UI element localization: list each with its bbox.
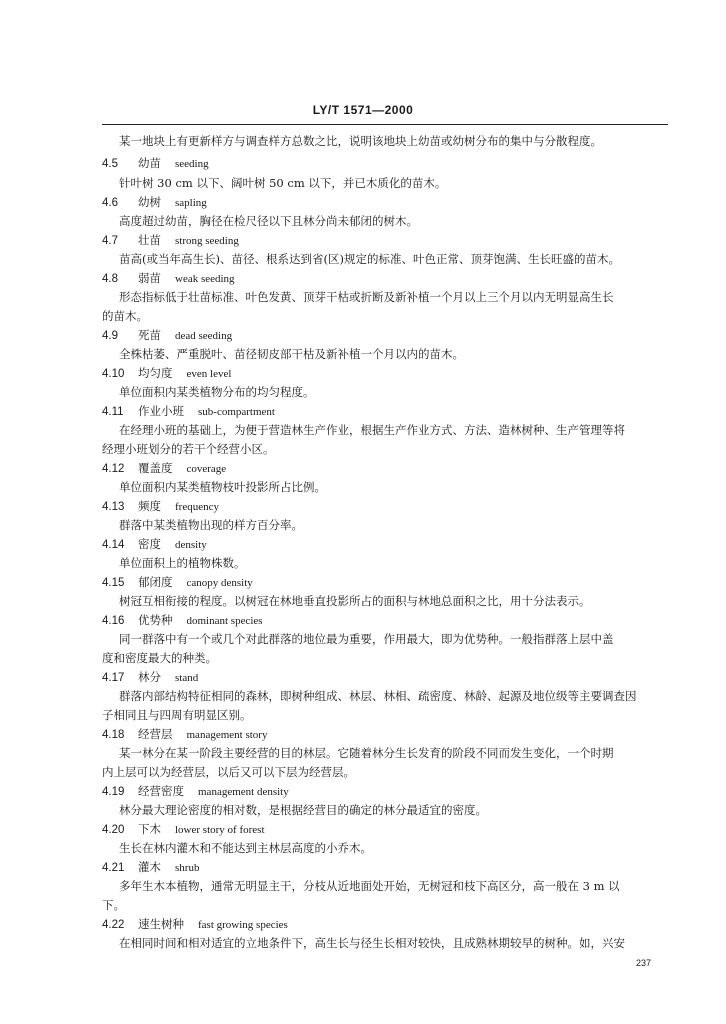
term-number: 4.11	[102, 406, 124, 418]
term-definition-cont: 子相同且与四周有明显区别。	[102, 708, 252, 722]
term-zh: 优势种	[138, 613, 173, 627]
term-number: 4.10	[102, 368, 125, 380]
term-definition: 单位面积内某类植物分布的均匀程度。	[119, 385, 315, 399]
term-en: management story	[186, 729, 268, 741]
term-heading	[102, 727, 267, 742]
term-zh: 弱苗	[138, 271, 161, 285]
term-definition-cont: 经理小班划分的若干个经营小区。	[102, 442, 275, 456]
term-heading	[102, 404, 275, 419]
term-en: sapling	[175, 197, 207, 209]
term-number: 4.18	[102, 729, 125, 741]
term-definition: 生长在林内灌木和不能达到主林层高度的小乔木。	[119, 841, 372, 855]
term-en: canopy density	[186, 577, 253, 589]
term-number: 4.6	[102, 197, 118, 209]
term-definition: 在经理小班的基础上，为便于营造林生产作业，根据生产作业方式、方法、造林树种、生产管理等将	[119, 423, 625, 437]
term-zh: 均匀度	[138, 366, 173, 380]
term-definition-cont: 内上层可以为经营层，以后又可以下层为经营层。	[102, 765, 355, 779]
term-zh: 幼树	[138, 195, 161, 209]
term-heading	[102, 328, 232, 343]
term-heading	[102, 784, 289, 799]
page-number: 237	[636, 958, 652, 968]
term-number: 4.16	[102, 615, 125, 627]
term-zh: 经营密度	[138, 784, 184, 798]
term-en: fast growing species	[198, 919, 288, 931]
term-zh: 灌木	[138, 860, 161, 874]
term-heading	[102, 499, 219, 514]
term-number: 4.5	[102, 158, 118, 170]
term-zh: 作业小班	[138, 404, 184, 418]
term-definition: 高度超过幼苗，胸径在检尺径以下且林分尚未郁闭的树木。	[119, 214, 418, 228]
term-number: 4.12	[102, 463, 125, 475]
intro-paragraph: 某一地块上有更新样方与调查样方总数之比，说明该地块上幼苗或幼树分布的集中与分散程度。	[119, 134, 602, 148]
term-definition: 苗高(或当年高生长)、苗径、根系达到省(区)规定的标准、叶色正常、顶芽饱满、生长旺盛的苗木。	[119, 252, 620, 266]
term-en: sub-compartment	[198, 406, 275, 418]
term-definition: 多年生木本植物，通常无明显主干，分枝从近地面处开始，无树冠和枝下高区分，高一般在 3 m 以	[119, 879, 620, 893]
term-zh: 郁闭度	[138, 575, 173, 589]
term-en: stand	[175, 672, 199, 684]
header-rule	[102, 124, 668, 125]
term-zh: 速生树种	[138, 917, 184, 931]
term-definition: 针叶树 30 cm 以下、阔叶树 50 cm 以下，并已木质化的苗木。	[119, 176, 447, 190]
term-zh: 覆盖度	[138, 461, 173, 475]
term-en: density	[175, 539, 207, 551]
term-en: even level	[186, 368, 232, 380]
term-definition: 全株枯萎、严重脱叶、苗径韧皮部干枯及新补植一个月以内的苗木。	[119, 347, 464, 361]
term-heading	[102, 670, 198, 685]
term-en: management density	[198, 786, 289, 798]
term-heading	[102, 613, 263, 628]
term-en: dead seeding	[175, 330, 233, 342]
term-zh: 壮苗	[138, 233, 161, 247]
term-definition: 同一群落中有一个或几个对此群落的地位最为重要，作用最大，即为优势种。一般指群落上层中盖	[119, 632, 614, 646]
term-heading	[102, 233, 239, 248]
term-en: coverage	[186, 463, 227, 475]
term-heading	[102, 822, 265, 837]
term-definition: 群落中某类植物出现的样方百分率。	[119, 518, 303, 532]
term-heading	[102, 461, 226, 476]
term-definition: 在相同时间和相对适宜的立地条件下，高生长与径生长相对较快，且成熟林期较早的树种。如，兴安	[119, 936, 625, 950]
term-definition: 树冠互相衔接的程度。以树冠在林地垂直投影所占的面积与林地总面积之比，用十分法表示。	[119, 594, 591, 608]
term-heading	[102, 195, 207, 210]
term-number: 4.20	[102, 824, 125, 836]
term-heading	[102, 366, 231, 381]
term-heading	[102, 537, 207, 552]
term-en: weak seeding	[175, 273, 235, 285]
term-number: 4.14	[102, 539, 125, 551]
term-zh: 频度	[138, 499, 161, 513]
term-en: frequency	[175, 501, 219, 513]
term-zh: 下木	[138, 822, 161, 836]
term-number: 4.17	[102, 672, 125, 684]
term-en: dominant species	[186, 615, 263, 627]
term-heading	[102, 156, 209, 171]
term-definition: 群落内部结构特征相同的森林，即树种组成、林层、林相、疏密度、林龄、起源及地位级等主要调查因	[119, 689, 637, 703]
term-zh: 幼苗	[138, 156, 161, 170]
term-heading	[102, 575, 253, 590]
term-number: 4.8	[102, 273, 118, 285]
term-en: seeding	[175, 158, 209, 170]
term-heading	[102, 271, 235, 286]
term-heading	[102, 860, 199, 875]
term-definition-cont: 的苗木。	[102, 309, 148, 323]
term-number: 4.19	[102, 786, 125, 798]
term-zh: 经营层	[138, 727, 173, 741]
term-en: strong seeding	[175, 235, 239, 247]
term-number: 4.7	[102, 235, 118, 247]
term-en: lower story of forest	[175, 824, 265, 836]
term-definition: 单位面积内某类植物枝叶投影所占比例。	[119, 480, 326, 494]
term-number: 4.15	[102, 577, 125, 589]
term-definition-cont: 下。	[102, 898, 125, 912]
term-number: 4.13	[102, 501, 125, 513]
term-definition: 林分最大理论密度的相对数，是根据经营目的确定的林分最适宜的密度。	[119, 803, 487, 817]
term-number: 4.21	[102, 862, 125, 874]
term-definition-cont: 度和密度最大的种类。	[102, 651, 217, 665]
term-definition: 单位面积上的植物株数。	[119, 556, 246, 570]
term-zh: 林分	[138, 670, 161, 684]
term-number: 4.22	[102, 919, 125, 931]
term-zh: 密度	[138, 537, 161, 551]
term-zh: 死苗	[138, 328, 161, 342]
standard-header: LY/T 1571—2000	[312, 103, 414, 117]
term-number: 4.9	[102, 330, 118, 342]
term-definition: 某一林分在某一阶段主要经营的目的林层。它随着林分生长发育的阶段不同而发生变化，一个时期	[119, 746, 614, 760]
term-en: shrub	[175, 862, 200, 874]
term-definition: 形态指标低于壮苗标准、叶色发黄、顶芽干枯或折断及新补植一个月以上三个月以内无明显高生长	[119, 290, 614, 304]
term-heading	[102, 917, 288, 932]
